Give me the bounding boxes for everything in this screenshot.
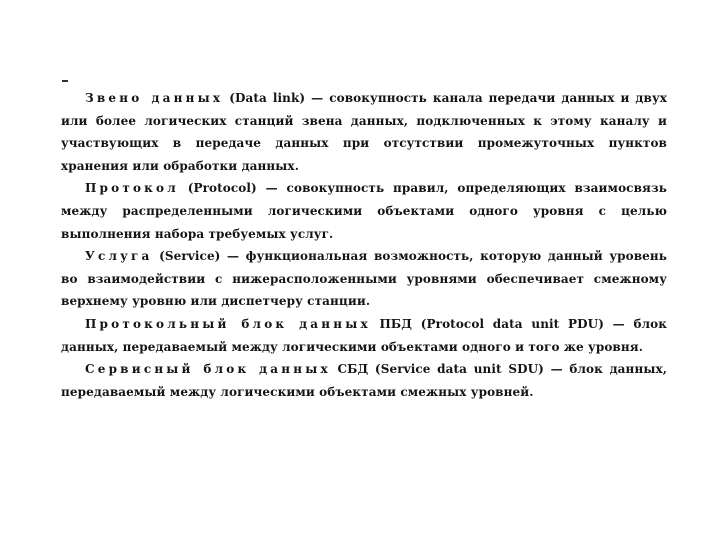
term: Звено данных: [85, 91, 224, 105]
term: Протокол: [85, 181, 179, 196]
definition-body: (Protocol) — совокупность правил, определяющих взаимосвязь между распределенными логическими объектами одного уровня с целью выполнения набора требуемых услуг.: [61, 181, 667, 241]
term: Сервисный блок данных: [85, 362, 331, 377]
definition-service: [61, 245, 667, 313]
definition-body: ПБД (Protocol data unit PDU) — блок данных, передаваемый между логическими объектами одного и того же уровня.: [61, 316, 668, 354]
definition-body: СБД (Service data unit SDU) — блок данных, передаваемый между логическими объектами смежных уровней.: [61, 362, 667, 399]
term: Услуга: [85, 249, 153, 264]
definition-sdu: [61, 358, 667, 403]
margin-mark: [62, 80, 68, 82]
definitions-text: [61, 87, 667, 403]
definition-data-link: [61, 87, 667, 177]
definition-body: (Data link) — совокупность канала передачи данных и двух или более логических станций звена данных, подключенных к этому каналу и участвующих в передаче данных при отсутствии промежуточных пунктов хранения или обработки данных.: [61, 91, 667, 173]
term: Протокольный блок данных: [85, 316, 371, 331]
definition-protocol: [61, 177, 667, 245]
definition-pdu: [61, 313, 667, 358]
definition-body: (Service) — функциональная возможность, которую данный уровень во взаимодействии с нижерасположенными уровнями обеспечивает смежному верхнему уровню или диспетчеру станции.: [61, 249, 667, 309]
